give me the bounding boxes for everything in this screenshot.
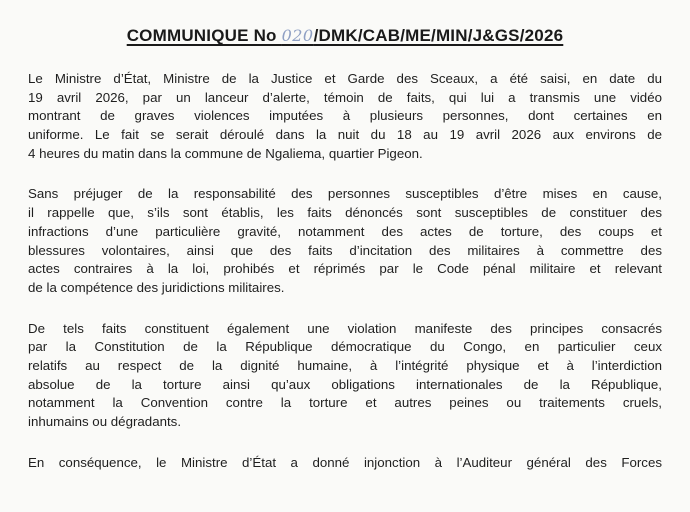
paragraph-1	[28, 70, 662, 163]
paragraph-4	[28, 454, 662, 473]
text-line: notamment la Convention contre la torture et autres peines ou traitements cruels,	[28, 395, 662, 411]
text-line: Le Ministre d’État, Ministre de la Justice et Garde des Sceaux, a été saisi, en date du	[28, 71, 662, 86]
title-prefix: COMMUNIQUE No	[126, 26, 282, 45]
text-line: uniforme. Le fait se serait déroulé dans la nuit du 18 au 19 avril 2026 aux environs de	[28, 127, 662, 143]
text-line: relatifs au respect de la dignité humaine, à l’intégrité physique et à l’interdiction	[28, 357, 662, 373]
text-line: 19 avril 2026, par un lanceur d’alerte, témoin de faits, qui lui a transmis une vidéo	[28, 89, 662, 105]
paragraph-3	[28, 320, 662, 432]
paragraph-2	[28, 185, 662, 297]
text-line: absolue de la torture ainsi qu’aux obligations internationales de la République,	[28, 376, 662, 392]
text-line: actes contraires à la loi, prohibés et réprimés par le Code pénal militaire et relevant	[28, 261, 662, 277]
text-line: il rappelle que, s’ils sont établis, les faits dénoncés sont susceptibles de constituer des	[28, 205, 662, 221]
handwritten-communique-number: 020	[281, 26, 314, 45]
text-line: de la compétence des juridictions militaires.	[28, 279, 285, 295]
text-line: blessures volontaires, ainsi que des faits d’incitation des militaires à commettre des	[28, 242, 662, 258]
text-line: montrant de graves violences imputées à plusieurs personnes, dont certaines en	[28, 108, 662, 124]
communique-title-text	[127, 26, 564, 45]
text-line: De tels faits constituent également une violation manifeste des principes consacrés	[28, 320, 662, 336]
text-line: En conséquence, le Ministre d’État a donné injonction à l’Auditeur général des Forces	[28, 454, 662, 470]
text-line: infractions d’une particulière gravité, notamment des actes de torture, des coups et	[28, 223, 662, 239]
text-line: Sans préjuger de la responsabilité des personnes susceptibles d’être mises en cause,	[28, 186, 662, 202]
text-line: 4 heures du matin dans la commune de Ngaliema, quartier Pigeon.	[28, 145, 423, 161]
text-line: inhumains ou dégradants.	[28, 414, 182, 429]
text-line: par la Constitution de la République démocratique du Congo, en particulier ceux	[28, 339, 662, 355]
communique-body	[28, 70, 662, 494]
title-reference: /DMK/CAB/ME/MIN/J&GS/2026	[313, 26, 564, 45]
communique-title	[0, 26, 690, 46]
